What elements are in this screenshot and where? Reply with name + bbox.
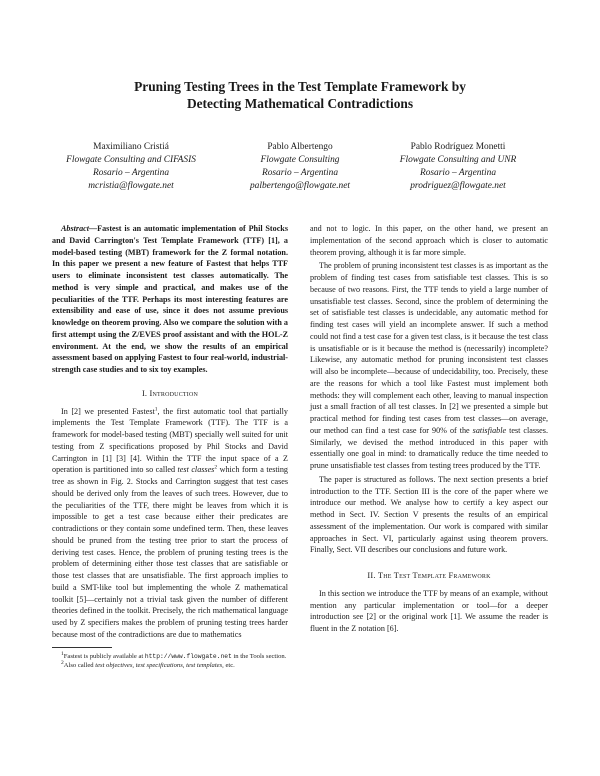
author-email: mcristia@flowgate.net: [88, 181, 174, 191]
author-location: Rosario – Argentina: [261, 168, 339, 178]
author-location: Rosario – Argentina: [92, 168, 170, 178]
author-name: Pablo Albertengo: [267, 142, 333, 152]
intro-p2-end: test classes. Similarly, we devised the method introduced in this paper with essentially one goal in mind: to dramatically reduce the time needed to prune unsatisfiable test classes from testing trees produced by the TTF.: [310, 425, 548, 470]
author-affiliation: Flowgate Consulting and CIFASIS: [66, 155, 196, 165]
section-title: Introduction: [149, 388, 199, 398]
footnote-1: [52, 652, 288, 661]
author-location: Rosario – Argentina: [419, 168, 497, 178]
intro-text-c: which form a testing tree as shown in Fig. 2. Stocks and Carrington suggest that test cases should be derived only from the leaves of such trees. However, due to the peculiarities of the TTF, there might be leaves from which it is impossible to get a test case because either their predicates are contradictions or they contain some undefined term. Then, these leaves should be pruned from the testing tree prior to start the process of deriving test cases. Hence, the problem of pruning testing trees is the problem of determining either those test classes that are satisfiable or those test classes that are unsatisfiable. The first approach implies to build a SMT-like tool but implementing the whole Z mathematical toolkit [5]—certainly not a trivial task given the number of different theories defined in the toolkit. Precisely, the rich mathematical language used by Z specifiers makes the problem of pruning testing trees harder because most of the contradictions are due to mathematics: [52, 465, 288, 639]
intro-continued-paragraph: and not to logic. In this paper, on the other hand, we present an implementation of the second approach which is closer to automatic theorem proving, although it is far more simple.: [310, 224, 548, 257]
intro-paragraph: [52, 406, 288, 641]
paper-title: [40, 78, 560, 112]
section-numeral: II.: [367, 571, 378, 580]
title-line-1: Pruning Testing Trees in the Test Template Framework by: [134, 79, 466, 94]
author-email: palbertengo@flowgate.net: [249, 181, 351, 191]
title-line-2: Detecting Mathematical Contradictions: [186, 96, 414, 111]
intro-paragraph-3: The paper is structured as follows. The next section presents a brief introduction to the TTF. Section III is the core of the paper where we introduce our method. We analyse how to certify a key aspect our method in Sect. IV. Section V presents the results of an empirical assessment of the implementation. Our work is compared with similar approaches in Sect. VI, particularly against using theorem provers. Finally, Sect. VII describes our conclusions and future work.: [310, 474, 548, 555]
footnote-text: in the Tools section.: [231, 652, 287, 660]
intro-paragraph-2: [310, 260, 548, 472]
abstract: [52, 223, 288, 376]
intro-text-a: In [2] we presented Fastest: [61, 406, 155, 416]
footnote-emphasis: test objectives, test specifications, test templates: [95, 661, 223, 669]
author-2: [240, 141, 360, 193]
right-column: [310, 223, 548, 635]
footnote-rule: [52, 647, 112, 648]
test-classes-term: test classes: [177, 465, 215, 475]
footnote-text: Fastest is publicly available at: [63, 652, 145, 660]
footnote-2: [52, 661, 288, 670]
author-affiliation: Flowgate Consulting and UNR: [399, 155, 517, 165]
abstract-label: Abstract: [61, 224, 89, 233]
author-email: prodriguez@flowgate.net: [410, 181, 506, 191]
abstract-text: —Fastest is an automatic implementation of Phil Stocks and David Carrington's Test Template Framework (TTF) [1], a model-based testing (MBT) framework for the Z formal notation. In this paper we present a new feature of Fastest that helps TTF users to eliminate inconsistent test classes automatically. The method is very simple and practical, and makes use of the peculiarities of the TTF. Perhaps its most interesting features are extensibility and ease of use, since it does not assume previous knowledge on theorem proving. Also we compare the solution with a first attempt using the Z/EVES proof assistant and with the HOL-Z environment. At the end, we show the results of an empirical assessment based on applying Fastest to four real-world, industrial-strength case studies and to six toy examples.: [52, 224, 288, 374]
footnote-mark-1: 1: [154, 405, 158, 412]
satisfiable-term: satisfiable: [472, 425, 507, 435]
left-column: [52, 223, 288, 670]
footnote-mark-2: 2: [214, 464, 218, 471]
footnote-number: 2: [61, 659, 64, 666]
author-affiliation: Flowgate Consulting: [260, 155, 340, 165]
author-3: [382, 141, 534, 193]
footnote-text: Also called: [63, 661, 96, 669]
author-1: [56, 141, 206, 193]
footnote-text: , etc.: [222, 661, 235, 669]
footnote-url: http://www.flowgate.net: [144, 652, 232, 660]
author-name: Maximiliano Cristiá: [93, 142, 169, 152]
section-title: The Test Template Framework: [377, 571, 491, 580]
section-heading-ttf: [310, 570, 548, 582]
intro-p2-text: The problem of pruning inconsistent test classes is as important as the problem of finding test cases from satisfiable test classes. This is so because of two reasons. First, the TTF tends to yield a large number of unsatisfiable test classes. Second, since the problem of determining the set of satisfiable test classes is undecidable, any automatic method for finding test cases will yield an incomplete answer. If such a method could not find a test case for a given test class, is it because the test class is unsatisfiable or is it because the method is (necessarily) incomplete? Likewise, any automatic method for pruning inconsistent test classes will also be incomplete—because of undecidability, too. Precisely, these are the reasons for which a tool like Fastest must implement both methods: they will complement each other, leaving to manual inspection just a small fraction of all test classes. In [2] we presented a simple but practical method for finding test cases from test classes—on average, our method can find a test case for 90% of the: [310, 261, 548, 435]
section-heading-introduction: [52, 388, 288, 400]
intro-text-b: , the first automatic tool that partially implements the Test Template Framework (TTF). The TTF is a framework for model-based testing (MBT) specially well suited for unit testing from Z specifications proposed by Phil Stocks and David Carrington in [1] [3] [4]. Within the TTF the input space of a Z operation is partitioned into so called: [52, 406, 288, 475]
section-numeral: I.: [141, 388, 150, 398]
author-name: Pablo Rodríguez Monetti: [410, 142, 506, 152]
footnote-number: 1: [61, 650, 64, 657]
ttf-paragraph: In this section we introduce the TTF by means of an example, without mention any particular implementation or tool—for a deeper introduction see [2] or the original work [1]. We assume the reader is fluent in the Z notation [6].: [310, 588, 548, 633]
